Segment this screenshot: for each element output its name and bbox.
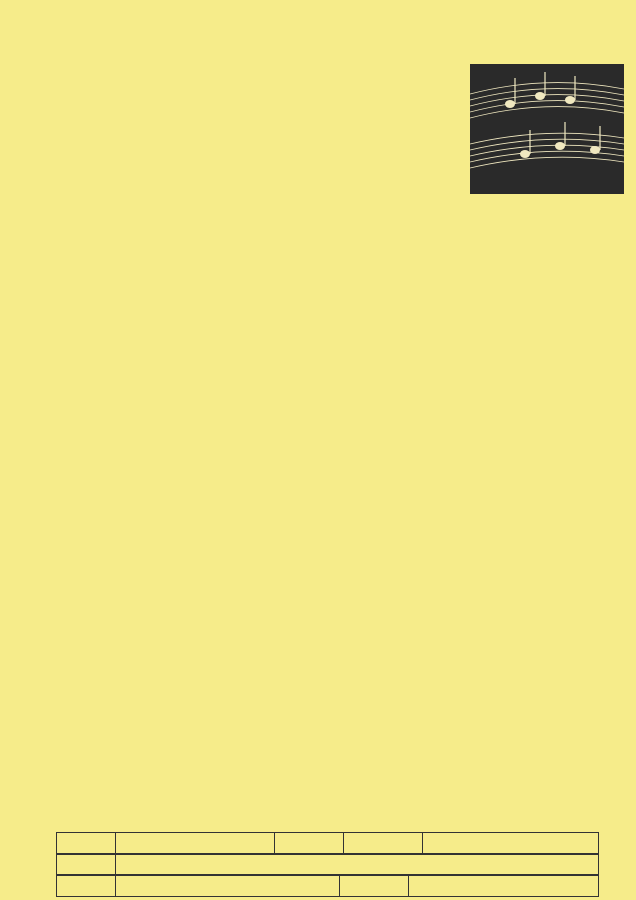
name-field[interactable] — [116, 833, 275, 855]
application-form — [56, 832, 599, 855]
part-field[interactable] — [344, 833, 423, 855]
recommender-field[interactable] — [423, 833, 599, 855]
application-form-phone — [56, 874, 599, 897]
phone-field[interactable] — [116, 875, 340, 897]
fax-label — [340, 875, 409, 897]
address-label — [57, 854, 116, 876]
name-label — [57, 833, 116, 855]
application-form-address — [56, 853, 599, 876]
address-field[interactable] — [116, 854, 599, 876]
part-label — [275, 833, 344, 855]
sheet-music-image — [470, 64, 624, 194]
contact-pc-mail — [188, 696, 216, 711]
fax-field[interactable] — [409, 875, 599, 897]
phone-label — [57, 875, 116, 897]
